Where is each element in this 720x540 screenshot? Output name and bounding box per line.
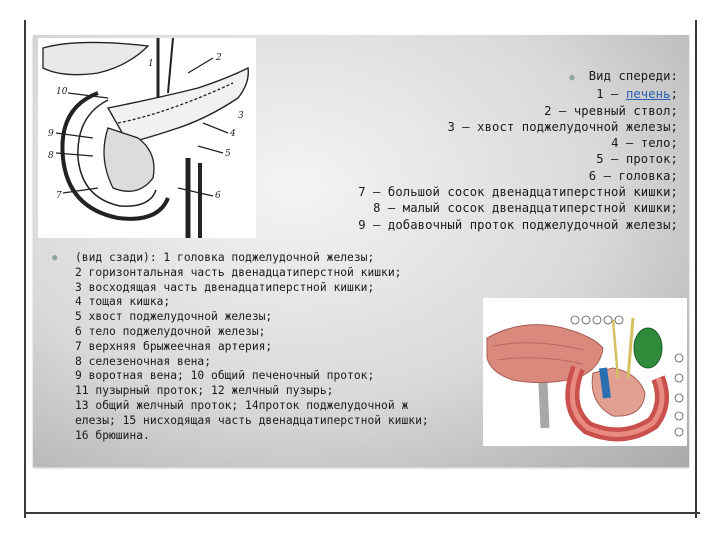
front-item-7: 7 — большой сосок двенадцатиперстной кишки;	[358, 185, 678, 200]
front-label-4: 4	[230, 129, 236, 139]
back-line: 11 пузырный проток; 12 желчный пузырь;	[75, 384, 334, 398]
front-item-4: 4 — тело;	[611, 136, 678, 151]
back-line: 16 брюшина.	[75, 428, 150, 442]
back-view-lines	[75, 251, 429, 443]
corner-line-top-left-h	[24, 20, 26, 518]
front-view-caption	[358, 68, 678, 233]
front-label-9: 9	[48, 129, 54, 139]
back-line: елезы; 15 нисходящая часть двенадцатиперстной кишки;	[75, 413, 429, 427]
back-line: 7 верхняя брыжеечная артерия;	[75, 339, 273, 353]
front-label-10: 10	[56, 87, 68, 97]
back-line: 2 горизонтальная часть двенадцатиперстной кишки;	[75, 265, 402, 279]
front-item-6: 6 — головка;	[588, 168, 678, 183]
back-line: 4 тощая кишка;	[75, 295, 171, 309]
front-label-5: 5	[225, 149, 231, 159]
front-label-8: 8	[48, 151, 54, 161]
front-view-title-row	[358, 68, 678, 86]
bullet-icon: ●	[569, 73, 575, 83]
front-label-7: 7	[56, 191, 62, 201]
corner-line-right-v	[695, 20, 697, 518]
front-label-3: 3	[238, 111, 244, 121]
front-label-1: 1	[148, 59, 154, 69]
back-view-figure	[483, 298, 687, 446]
bullet-icon: ●	[52, 253, 58, 263]
front-view-figure	[38, 38, 256, 238]
front-item-2: 2 — чревный ствол;	[544, 103, 678, 118]
front-label-6: 6	[215, 191, 221, 201]
liver-link[interactable]: печень	[625, 87, 671, 102]
front-item-3: 3 — хвост поджелудочной железы;	[447, 119, 678, 134]
back-line: 6 тело поджелудочной железы;	[75, 324, 266, 338]
pancreas-front-drawing	[38, 38, 256, 238]
back-line: 5 хвост поджелудочной железы;	[75, 310, 273, 324]
back-line: 9 воротная вена; 10 общий печеночный проток;	[75, 369, 375, 383]
pancreas-back-illustration	[483, 298, 687, 446]
front-item-8: 8 — малый сосок двенадцатиперстной кишки;	[373, 201, 678, 216]
back-line: 3 восходящая часть двенадцатиперстной кишки;	[75, 280, 375, 294]
front-item-9: 9 — добавочный проток поджелудочной железы;	[358, 217, 678, 232]
front-item-1-prefix: 1 —	[596, 87, 626, 102]
front-view-title: Вид спереди:	[588, 69, 678, 83]
back-line: 13 общий желчный проток; 14проток поджелудочной ж	[75, 398, 409, 412]
front-item-1	[358, 86, 678, 102]
front-item-5: 5 — проток;	[596, 152, 678, 167]
corner-line-bottom-h	[24, 512, 700, 514]
front-item-1-suffix: ;	[670, 87, 678, 102]
back-line: 8 селезеночная вена;	[75, 354, 212, 368]
back-line: (вид сзади): 1 головка поджелудочной железы;	[75, 251, 375, 264]
front-label-2: 2	[216, 53, 222, 63]
